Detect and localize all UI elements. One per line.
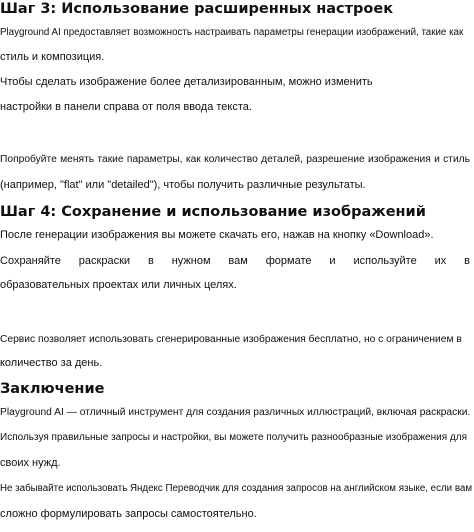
text-line: количество за день. [0, 357, 103, 369]
text-line: образовательных проектах или личных целях. [0, 279, 237, 291]
text-line: После генерации изображения вы можете скачать его, нажав на кнопку «Download». [0, 229, 434, 241]
text-line: Чтобы сделать изображение более детализированным, можно изменить [0, 76, 373, 88]
heading-step-4: Шаг 4: Сохранение и использование изображений [0, 204, 426, 220]
text-line: стиль и композиция. [0, 51, 105, 63]
text-line: Сохраняйте раскраски в нужном вам формате и используйте их в [0, 255, 470, 267]
text-line: (например, "flat" или "detailed"), чтобы получить различные результаты. [0, 179, 366, 191]
heading-conclusion: Заключение [0, 381, 105, 397]
text-line: Playground AI предоставляет возможность настраивать параметры генерации изображений, такие как [0, 27, 464, 38]
text-line: настройки в панели справа от поля ввода текста. [0, 101, 252, 113]
text-line: Не забывайте использовать Яндекс Переводчик для создания запросов на английском языке, если вам [0, 483, 473, 494]
text-line: Попробуйте менять такие параметры, как количество деталей, разрешение изображения и стиль [0, 154, 470, 165]
text-line: своих нужд. [0, 457, 61, 469]
text-line: Сервис позволяет использовать сгенерированные изображения бесплатно, но с ограничением в [0, 334, 462, 345]
heading-step-3: Шаг 3: Использование расширенных настроек [0, 1, 394, 17]
text-line: сложно формулировать запросы самостоятельно. [0, 508, 257, 520]
text-line: Используя правильные запросы и настройки, вы можете получить разнообразные изображения для [0, 432, 467, 443]
text-line: Playground AI — отличный инструмент для создания различных иллюстраций, включая раскраски. [0, 407, 471, 418]
